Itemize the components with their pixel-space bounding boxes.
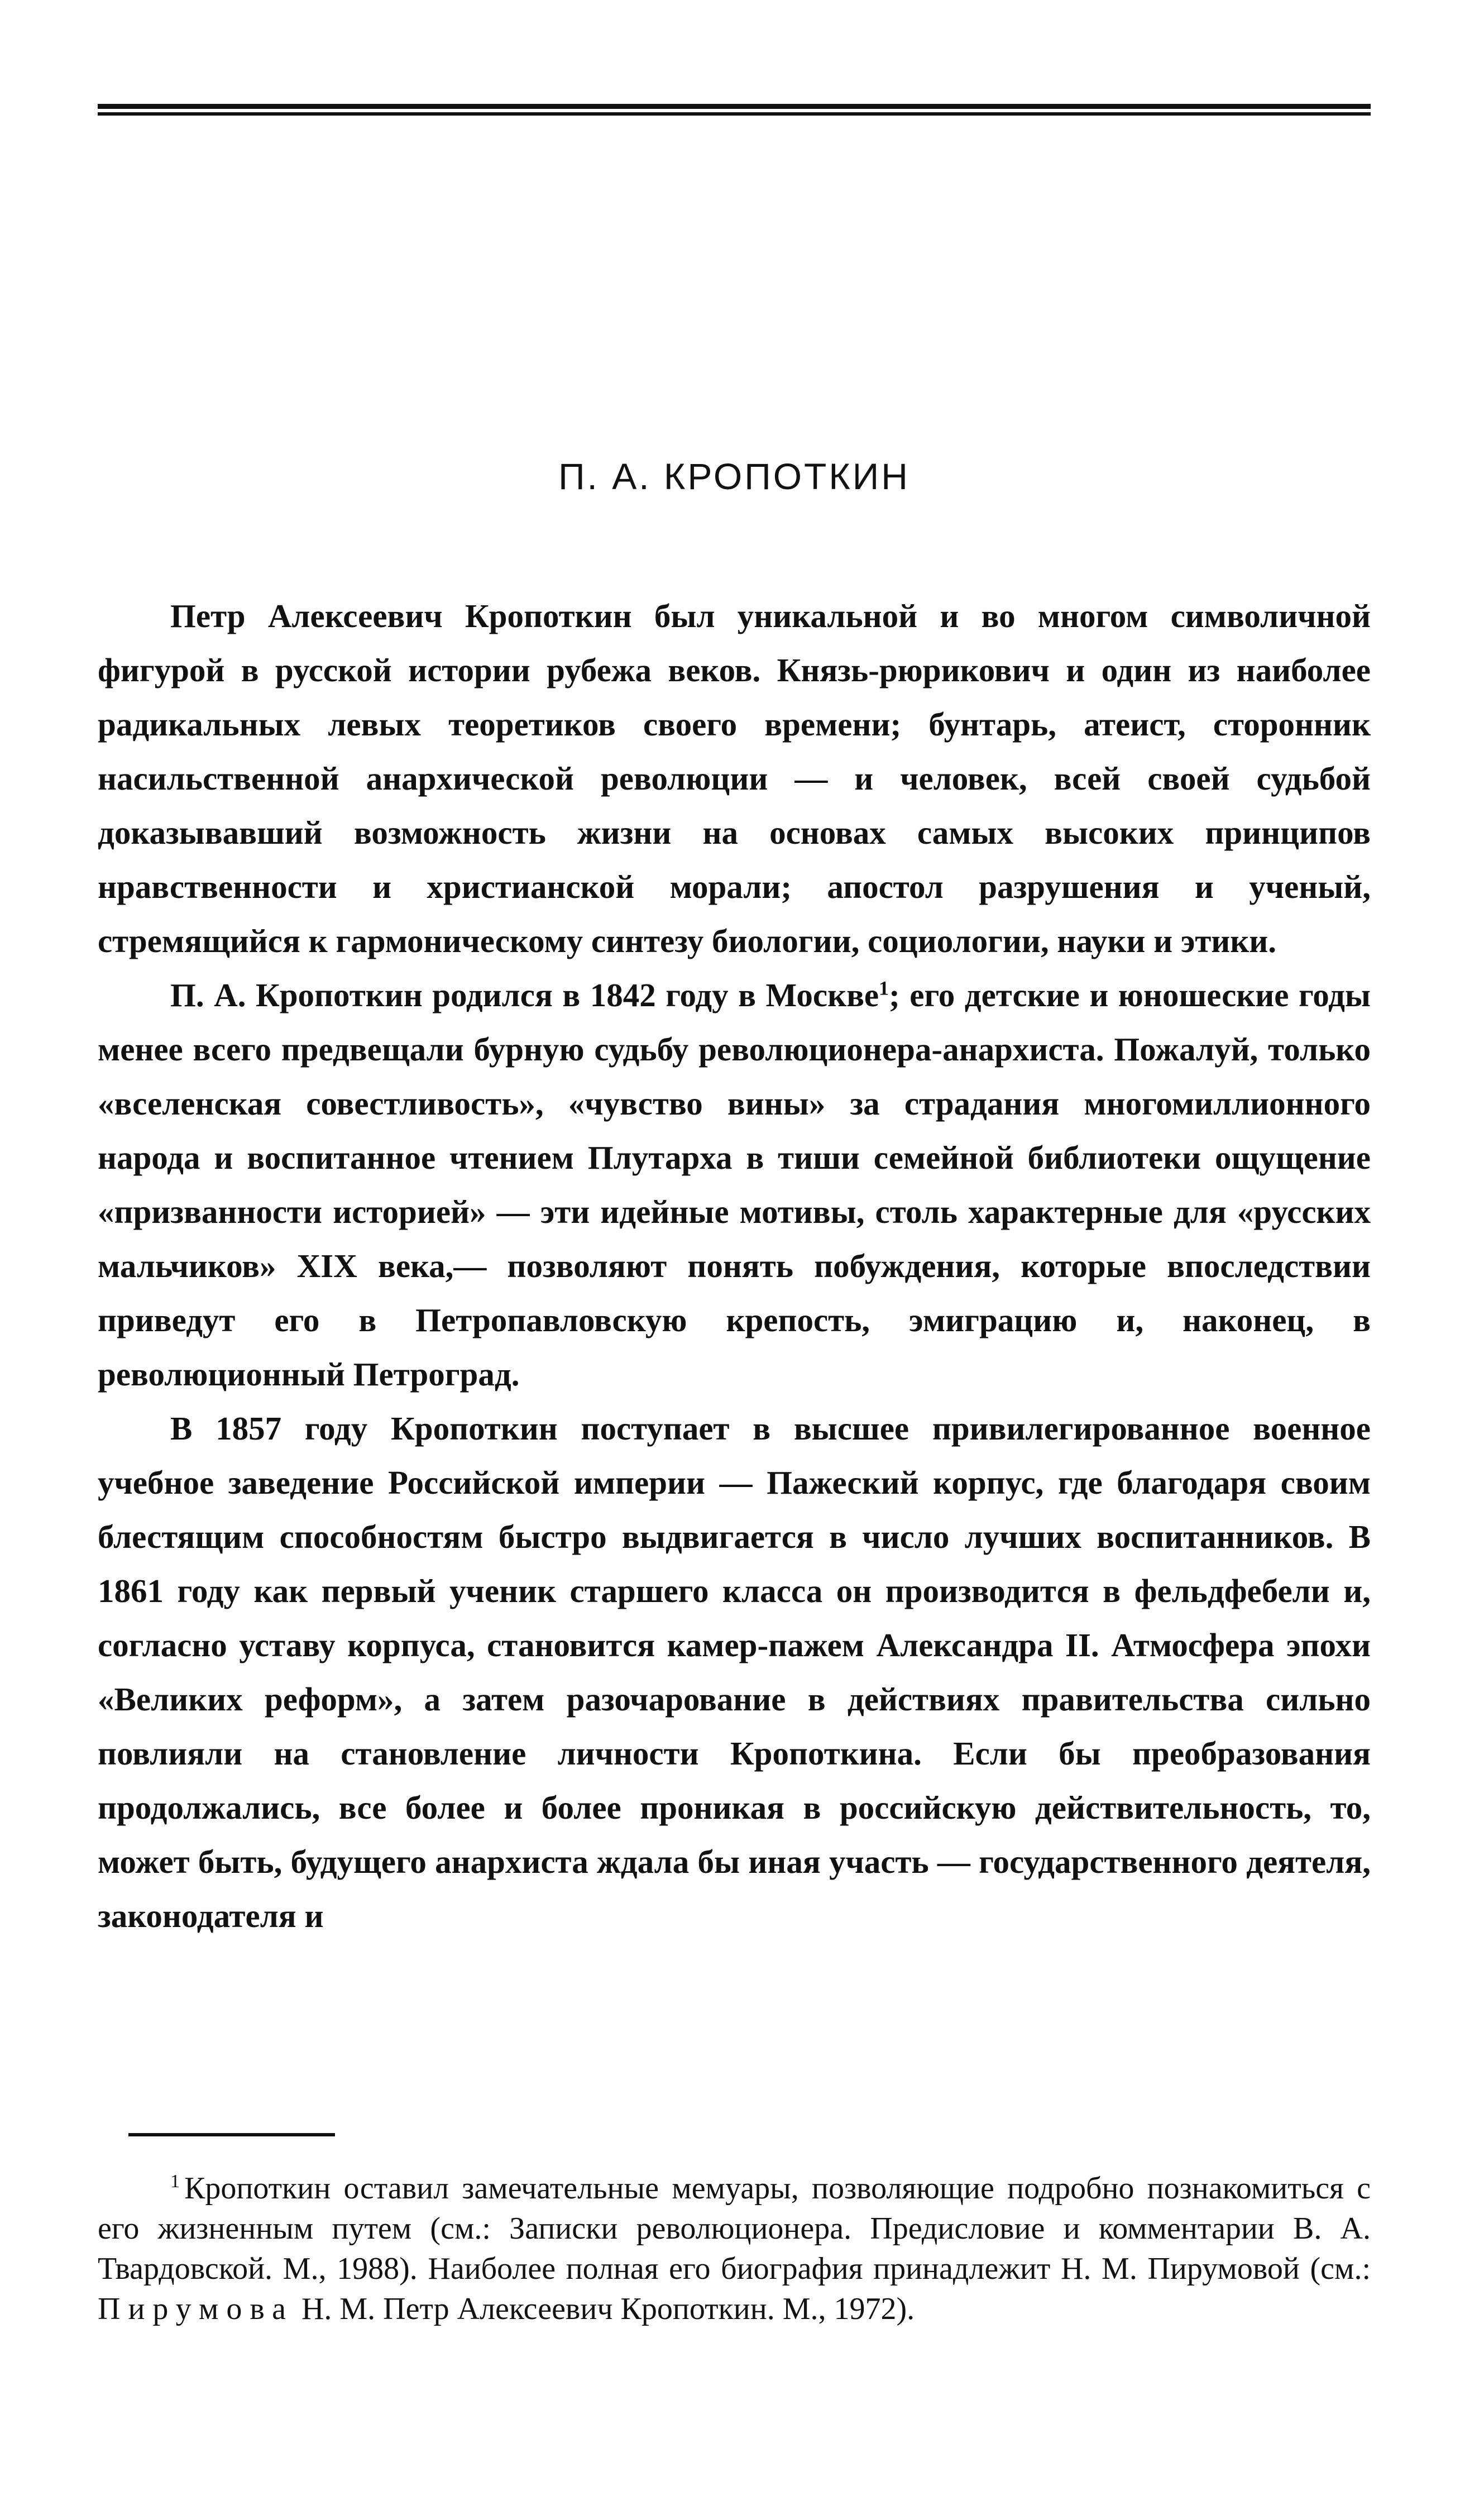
- footnote-text-end: Н. М. Петр Алексеевич Кропоткин. М., 1972).: [293, 2292, 915, 2326]
- paragraph-2-text-start: П. А. Кропоткин родился в 1842 году в Москве: [170, 977, 879, 1013]
- paragraph-3: В 1857 году Кропоткин поступает в высшее привилегированное военное учебное заведение Российской империи — Пажеский корпус, где благодаря своим блестящим способностям быстро выдвигается в число лучших воспитанников. В 1861 году как первый ученик старшего класса он производится в фельдфебели и, согласно уставу корпуса, становится камер-пажем Александра II. Атмосфера эпохи «Великих реформ», а затем разочарование в действиях правительства сильно повлияли на становление личности Кропоткина. Если бы преобразования продолжались, все более и более проникая в российскую действительность, то, может быть, будущего анархиста ждала бы иная участь — государственного деятеля, законодателя и: [98, 1410, 1371, 1934]
- footnote: [98, 2168, 1371, 2329]
- paragraph-1: Петр Алексеевич Кропоткин был уникальной и во многом символичной фигурой в русской истории рубежа веков. Князь-рюрикович и один из наиболее радикальных левых теоретиков своего времени; бунтарь, атеист, сторонник насильственной анархической революции — и человек, всей своей судьбой доказывавший возможность жизни на основах самых высоких принципов нравственности и христианской морали; апостол разрушения и ученый, стремящийся к гармоническому синтезу биологии, социологии, науки и этики.: [98, 597, 1371, 959]
- footnote-marker: 1: [879, 977, 889, 1000]
- footnote-number: 1: [170, 2171, 180, 2192]
- footnote-text-start: Кропоткин оставил замечательные мемуары, позволяющие подробно познакомиться с его жизненным путем (см.: Записки революционера. Предисловие и комментарии В. А. Твардовской. М., 1988). Наиболее полная его биография принадлежит Н. М. Пирумовой (см.:: [98, 2171, 1371, 2286]
- paragraph-2-text-end: ; его детские и юношеские годы менее всего предвещали бурную судьбу революционера-анархиста. Пожалуй, только «вселенская совестливость», «чувство вины» за страдания многомиллионного народа и воспитанное чтением Плутарха в тиши семейной библиотеки ощущение «призванности историей» — эти идейные мотивы, столь характерные для «русских мальчиков» XIX века,— позволяют понять побуждения, которые впоследствии приведут его в Петропавловскую крепость, эмиграцию и, наконец, в революционный Петроград.: [98, 977, 1371, 1393]
- header-rule: [98, 104, 1371, 109]
- footnote-author-name: Пирумова: [98, 2292, 294, 2326]
- chapter-title: П. А. КРОПОТКИН: [558, 456, 910, 497]
- body-text: [98, 589, 1371, 1943]
- paragraph-2: [98, 968, 1371, 1402]
- footnote-rule: [128, 2133, 335, 2136]
- header-rule-secondary: [98, 112, 1371, 116]
